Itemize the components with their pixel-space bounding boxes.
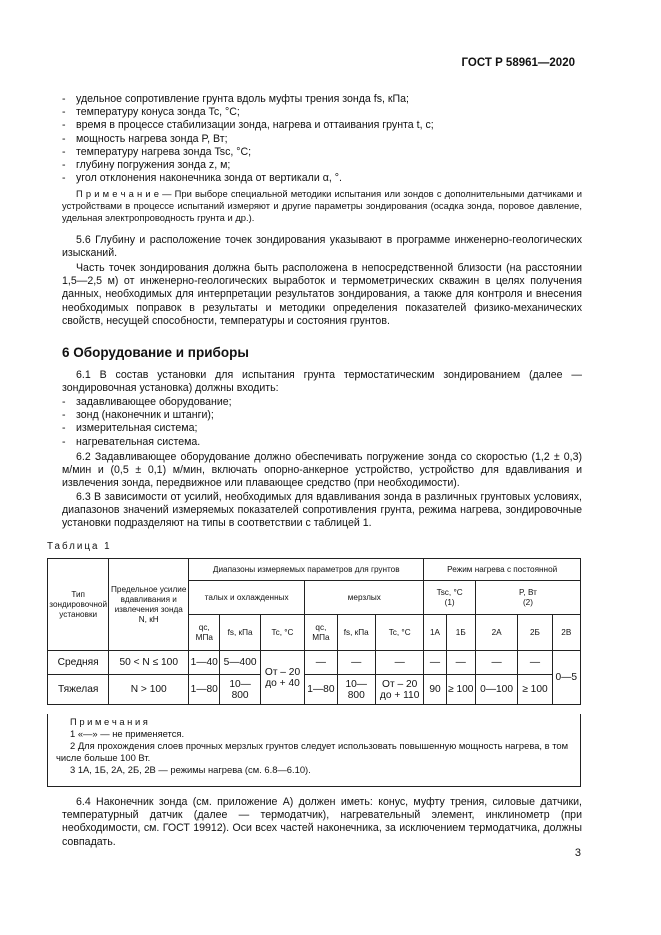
list-item: - глубину погружения зонда z, м; (62, 159, 582, 172)
param-fs: fs, кПа (220, 615, 260, 651)
cell-tc: — (375, 651, 423, 675)
cell-tc: От – 20 до + 110 (375, 675, 423, 705)
list-item: - нагревательная система. (62, 436, 582, 449)
cell-qc: 1—80 (305, 675, 337, 705)
group-header-ranges: Диапазоны измеряемых параметров для грунтов (189, 559, 424, 581)
subheader-thawed: талых и охлажденных (189, 581, 305, 615)
param-fs: fs, кПа (337, 615, 375, 651)
paragraph-6-2: 6.2 Задавливающее оборудование должно обеспечивать погружение зонда со скоростью (1,2 ± 0,3) м/мин и (0,5 ± 0,1) м/мин, включать опорно-анкерное устройство, устройство для вдавливания и извлечения зонда, передвижное или плавающее средство (при необходимости). (62, 451, 582, 490)
document-id: ГОСТ Р 58961—2020 (461, 57, 575, 69)
equipment-list (62, 396, 582, 449)
param-qc: qc, МПа (189, 615, 220, 651)
note-text: — При выборе специальной методики испытания или зондов с дополнительными датчиками и устройствами в процессе испытаний измеряют и другие параметры зондирования (осадка зонда, поровое давление, удельная электропроводность грунта и др.). (62, 188, 582, 223)
cell-mode: 90 (424, 675, 446, 705)
list-item: - зонд (наконечник и штанги); (62, 409, 582, 422)
cell-mode: ≥ 100 (518, 675, 552, 705)
cell-limit: 50 < N ≤ 100 (109, 651, 189, 675)
cell-type: Тяжелая (48, 675, 109, 705)
list-item: - угол отклонения наконечника зонда от вертикали α, °. (62, 172, 582, 185)
cell-mode: — (424, 651, 446, 675)
mode-2b: 2Б (518, 615, 552, 651)
list-item: - измерительная система; (62, 422, 582, 435)
table-row (48, 651, 581, 675)
paragraph-6-4: 6.4 Наконечник зонда (см. приложение А) должен иметь: конус, муфту трения, силовые датчики, температурный датчик (далее — термодатчик), нагревательный элемент, инклинометр (при необходимости, см. ГОСТ 19912). Оси всех частей наконечника, за исключением термодатчика, должны совпадать. (62, 796, 582, 848)
list-item: - температуру конуса зонда Tc, °C; (62, 106, 582, 119)
list-item: - время в процессе стабилизации зонда, нагрева и оттаивания грунта t, с; (62, 119, 582, 132)
notes-title: П р и м е ч а н и я (70, 716, 148, 727)
cell-fs: 10—800 (337, 675, 375, 705)
note-paragraph (62, 188, 582, 224)
param-qc: qc, МПа (305, 615, 337, 651)
cell-qc: 1—40 (189, 651, 220, 675)
cell-type: Средняя (48, 651, 109, 675)
page-number: 3 (574, 847, 581, 859)
cell-fs: — (337, 651, 375, 675)
parameter-list (62, 93, 582, 185)
cell-mode: — (475, 651, 517, 675)
cell-fs: 5—400 (220, 651, 260, 675)
mode-1b: 1Б (446, 615, 475, 651)
cell-mode-2v-merged: 0—5 (552, 651, 580, 705)
cell-mode: ≥ 100 (446, 675, 475, 705)
table-row (48, 675, 581, 705)
paragraph-6-3: 6.3 В зависимости от усилий, необходимых для вдавливания зонда в различных грунтовых условиях, диапазонов значений измеряемых показателей сопротивления грунта, режима нагрева, зондировочные установки подразделяют на типы в соответствии с таблицей 1. (62, 491, 582, 530)
table-note: 1 «—» — не применяется. (70, 728, 185, 739)
cell-qc: 1—80 (189, 675, 220, 705)
col-header-limit: Предельное усилие вдавливания и извлечения зонда N, кН (109, 559, 189, 651)
paragraph-5-6-cont: Часть точек зондирования должна быть расположена в непосредственной близости (на расстоянии 1,5—2,5 м) от инженерно-геологических выработок и термометрических скважин в целях получения данных, необходимых для интерпретации результатов зондирования, а также для контроля и внесения необходимых поправок в результаты и методики определения показателей физико-механических свойств, несущей способности, температуры и состояния грунтов. (62, 262, 582, 327)
list-item: - удельное сопротивление грунта вдоль муфты трения зонда fs, кПа; (62, 93, 582, 106)
paragraph-5-6: 5.6 Глубину и расположение точек зондирования указывают в программе инженерно-геологических изысканий. (62, 234, 582, 260)
cell-mode: — (446, 651, 475, 675)
cell-fs: 10—800 (220, 675, 260, 705)
table-note: 3 1А, 1Б, 2А, 2Б, 2В — режимы нагрева (см. 6.8—6.10). (70, 764, 311, 775)
list-item: - задавливающее оборудование; (62, 396, 582, 409)
subheader-tsc: Tsc, °C (1) (424, 581, 476, 615)
cell-tc-merged: От – 20 до + 40 (260, 651, 304, 705)
section-title: 6 Оборудование и приборы (62, 345, 249, 360)
table-notes (47, 714, 581, 787)
table-note: 2 Для прохождения слоев прочных мерзлых грунтов следует использовать повышенную мощность нагрева, в том числе больше 100 Вт. (56, 740, 569, 763)
list-item: - температуру нагрева зонда Tsc, °C; (62, 146, 582, 159)
mode-1a: 1А (424, 615, 446, 651)
mode-2a: 2А (475, 615, 517, 651)
note-label: П р и м е ч а н и е (76, 188, 159, 199)
mode-2v: 2В (552, 615, 580, 651)
table-caption: Таблица 1 (47, 541, 112, 552)
subheader-frozen: мерзлых (305, 581, 424, 615)
cell-mode: — (518, 651, 552, 675)
equipment-types-table (47, 558, 581, 705)
list-item: - мощность нагрева зонда P, Вт; (62, 133, 582, 146)
param-tc: Tc, °C (375, 615, 423, 651)
cell-limit: N > 100 (109, 675, 189, 705)
cell-mode: 0—100 (475, 675, 517, 705)
group-header-heat: Режим нагрева с постоянной (424, 559, 581, 581)
paragraph-6-1: 6.1 В состав установки для испытания грунта термостатическим зондированием (далее — зондировочная установка) должны входить: (62, 369, 582, 395)
subheader-power: P, Вт (2) (475, 581, 580, 615)
cell-qc: — (305, 651, 337, 675)
param-tc: Tc, °C (260, 615, 304, 651)
col-header-type: Тип зондировочной установки (48, 559, 109, 651)
